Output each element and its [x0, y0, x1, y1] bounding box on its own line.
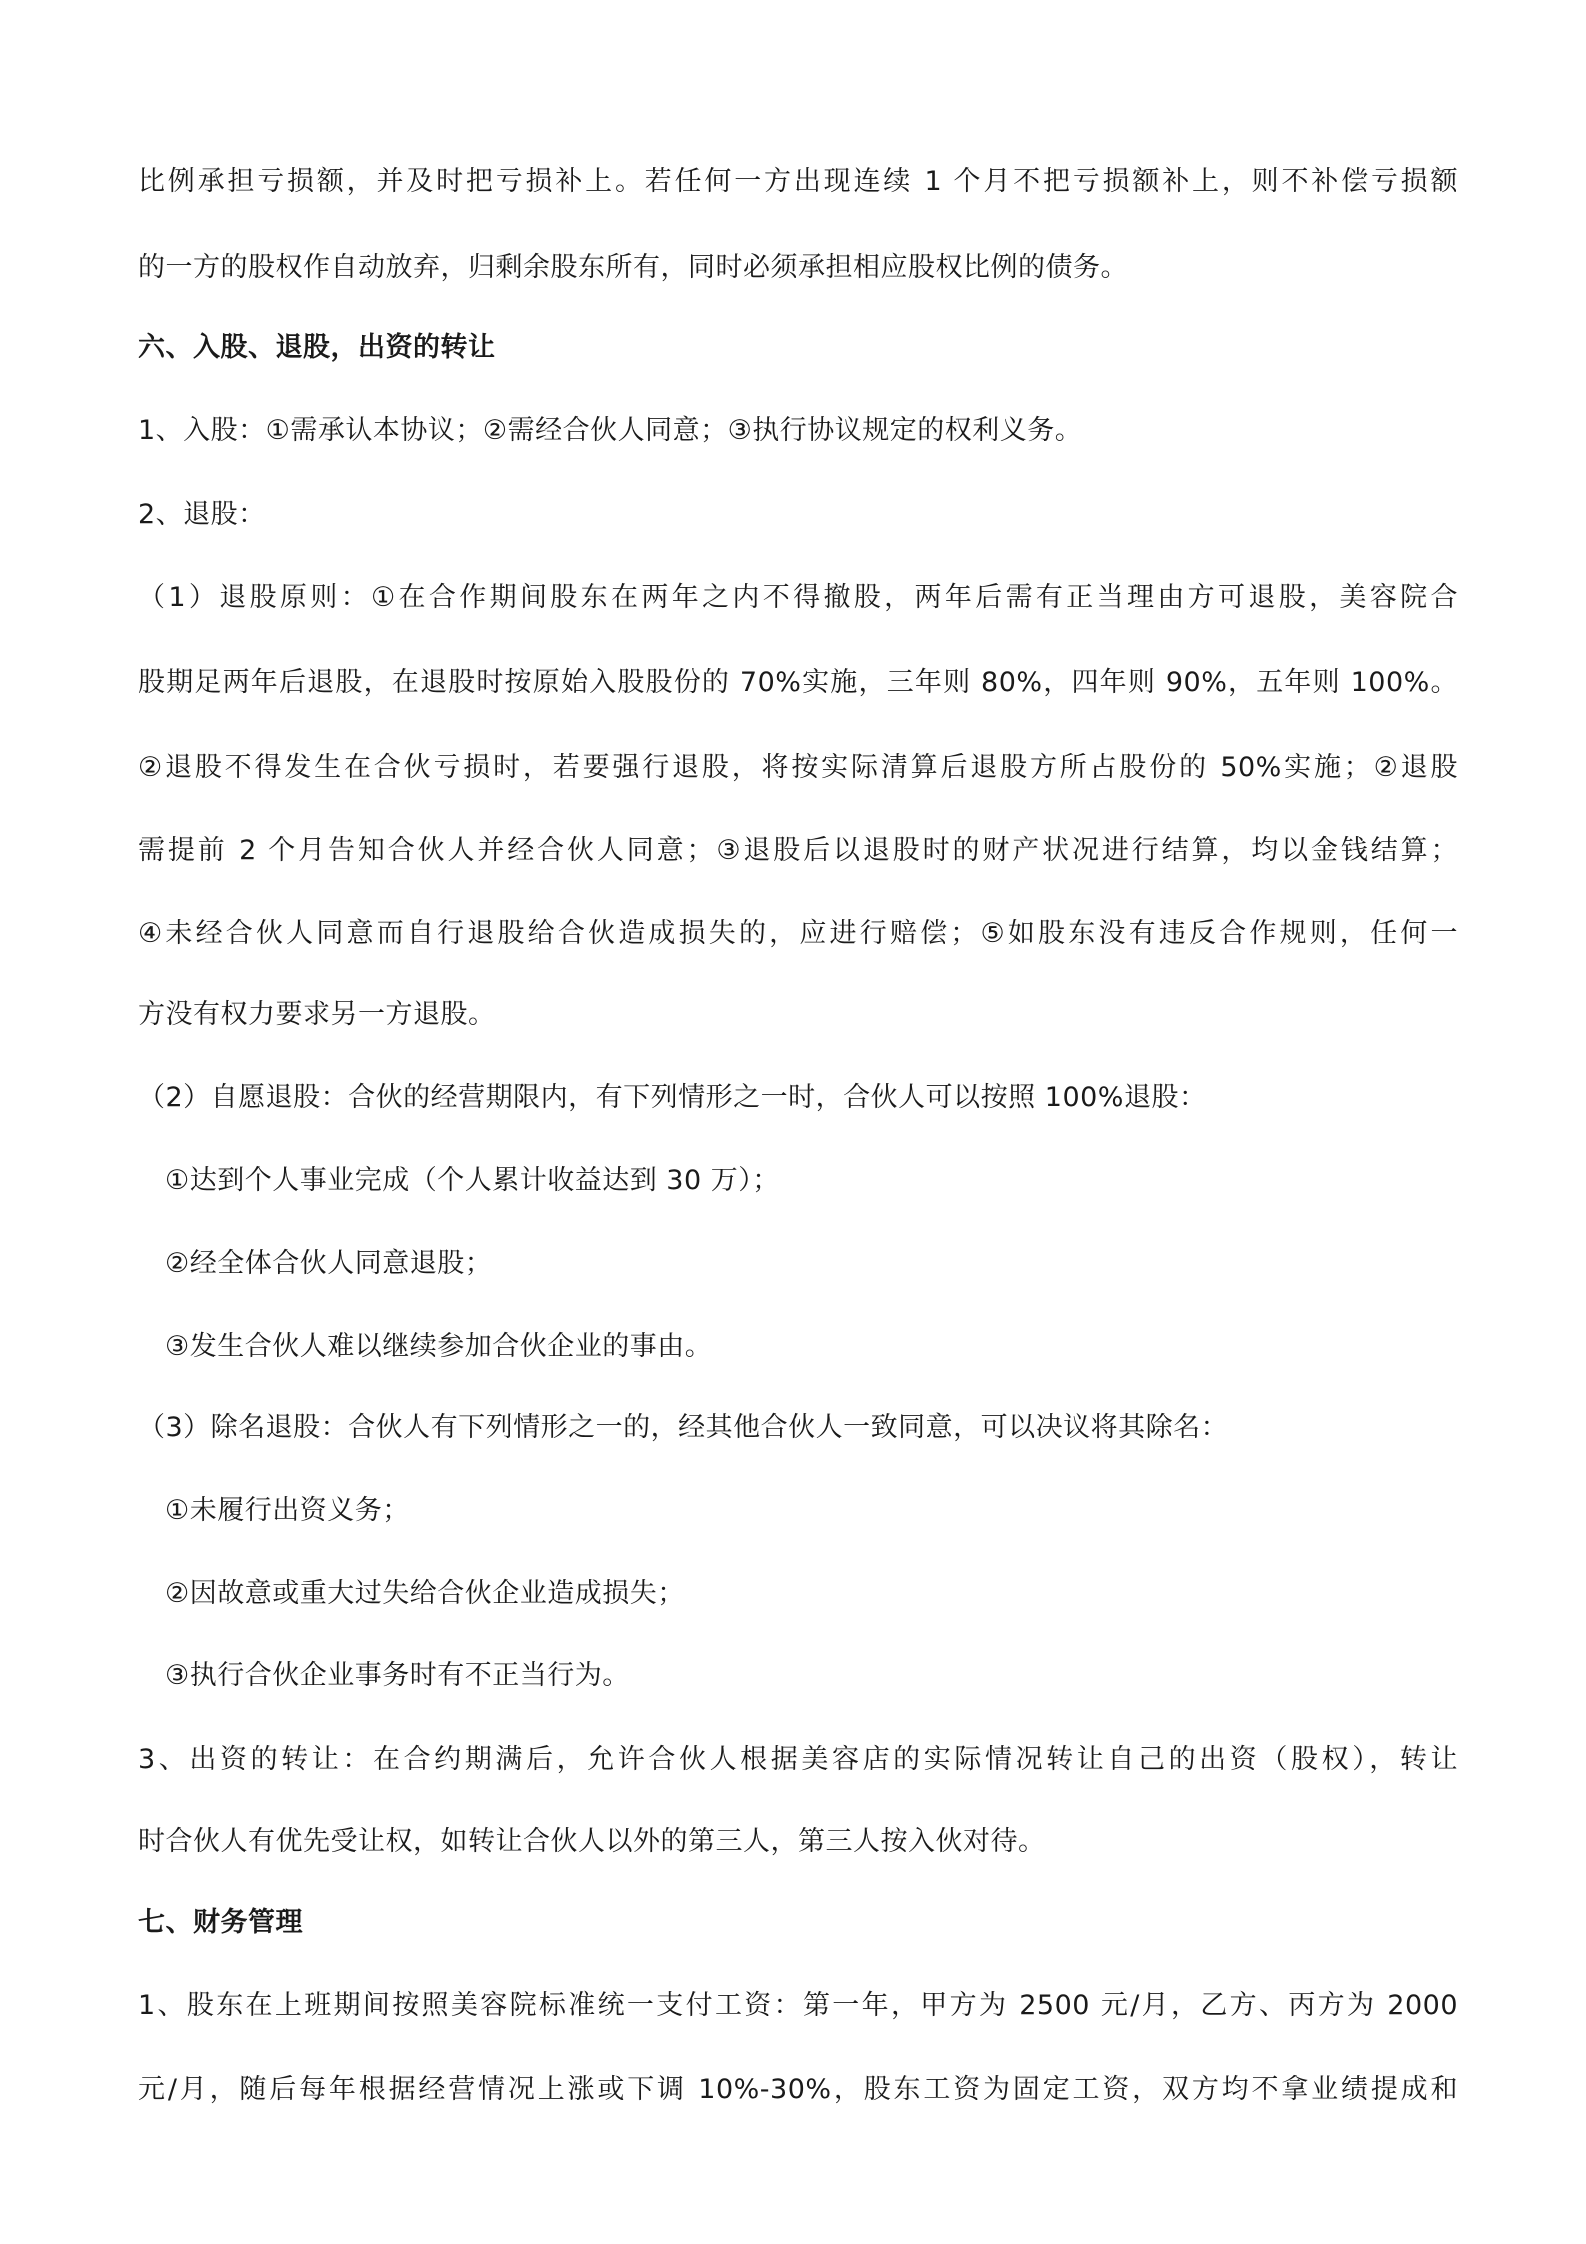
text-line: 时合伙人有优先受让权，如转让合伙人以外的第三人，第三人按入伙对待。 — [138, 1826, 1046, 1857]
text-line: ②退股不得发生在合伙亏损时，若要强行退股，将按实际清算后退股方所占股份的 50%实施；②退股 — [138, 752, 1458, 783]
text-line: 3、出资的转让：在合约期满后，允许合伙人根据美容店的实际情况转让自己的出资（股权），转让 — [138, 1744, 1458, 1775]
text-line: ④未经合伙人同意而自行退股给合伙造成损失的，应进行赔偿；⑤如股东没有违反合作规则，任何一 — [138, 918, 1458, 949]
text-line: （2）自愿退股：合伙的经营期限内，有下列情形之一时，合伙人可以按照 100%退股： — [138, 1082, 1207, 1113]
text-line: 的一方的股权作自动放弃，归剩余股东所有，同时必须承担相应股权比例的债务。 — [138, 252, 1128, 283]
list-item: ②经全体合伙人同意退股； — [165, 1248, 493, 1279]
section-heading: 七、财务管理 — [138, 1907, 303, 1938]
list-item: ③执行合伙企业事务时有不正当行为。 — [165, 1660, 630, 1691]
list-item: ②因故意或重大过失给合伙企业造成损失； — [165, 1578, 685, 1609]
list-item: ①未履行出资义务； — [165, 1495, 410, 1526]
text-line: 1、入股：①需承认本协议；②需经合伙人同意；③执行协议规定的权利义务。 — [138, 415, 1083, 446]
list-item: ③发生合伙人难以继续参加合伙企业的事由。 — [165, 1331, 713, 1362]
text-line: （1）退股原则：①在合作期间股东在两年之内不得撤股，两年后需有正当理由方可退股，美容院合 — [138, 582, 1458, 613]
text-line: 1、股东在上班期间按照美容院标准统一支付工资：第一年，甲方为 2500 元/月，乙方、丙方为 2000 — [138, 1990, 1458, 2021]
section-heading: 六、入股、退股，出资的转让 — [138, 332, 496, 363]
text-line: 股期足两年后退股，在退股时按原始入股股份的 70%实施，三年则 80%，四年则 90%，五年则 100%。 — [138, 667, 1458, 698]
list-item: ①达到个人事业完成（个人累计收益达到 30 万）； — [165, 1165, 780, 1196]
text-line: 2、退股： — [138, 499, 266, 530]
text-line: 元/月，随后每年根据经营情况上涨或下调 10%-30%，股东工资为固定工资，双方均不拿业绩提成和 — [138, 2074, 1458, 2105]
text-line: 方没有权力要求另一方退股。 — [138, 999, 496, 1030]
text-line: （3）除名退股：合伙人有下列情形之一的，经其他合伙人一致同意，可以决议将其除名： — [138, 1412, 1229, 1443]
text-line: 需提前 2 个月告知合伙人并经合伙人同意；③退股后以退股时的财产状况进行结算，均以金钱结算； — [138, 835, 1458, 866]
text-line: 比例承担亏损额，并及时把亏损补上。若任何一方出现连续 1 个月不把亏损额补上，则不补偿亏损额 — [138, 166, 1458, 197]
